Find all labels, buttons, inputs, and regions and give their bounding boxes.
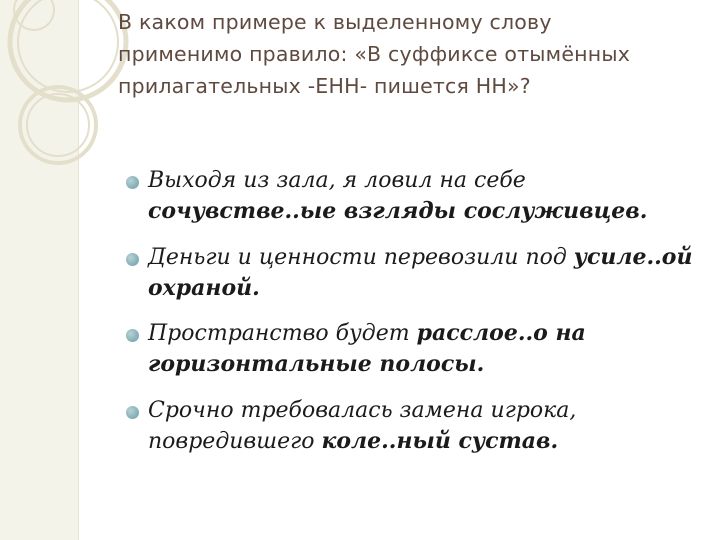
option-text: Срочно требовалась замена игрока, повредившего — [148, 397, 577, 454]
question-title: В каком примере к выделенному слову применимо правило: «В суффиксе отымённых прилагательных -ЕНН- пишется НН»? — [118, 10, 631, 98]
bullet-icon — [126, 329, 139, 342]
answer-options — [148, 165, 708, 471]
bullet-icon — [126, 253, 139, 266]
option-3 — [148, 318, 708, 380]
option-text: Пространство будет — [148, 321, 417, 346]
option-highlight: усиле..ой охраной. — [148, 243, 693, 301]
option-2 — [148, 242, 708, 304]
option-highlight: расслое..о на горизонтальные полосы. — [148, 320, 586, 377]
option-highlight: коле..ный сустав. — [321, 427, 559, 454]
bullet-icon — [126, 406, 139, 419]
bullet-icon — [126, 176, 139, 189]
option-text: Выходя из зала, я ловил на себе — [148, 168, 526, 193]
option-highlight: сочувстве..ые взгляды сослуживцев. — [148, 198, 648, 224]
option-1 — [148, 165, 708, 227]
option-text: Деньги и ценности перевозили под — [148, 244, 574, 270]
option-4 — [148, 395, 708, 457]
